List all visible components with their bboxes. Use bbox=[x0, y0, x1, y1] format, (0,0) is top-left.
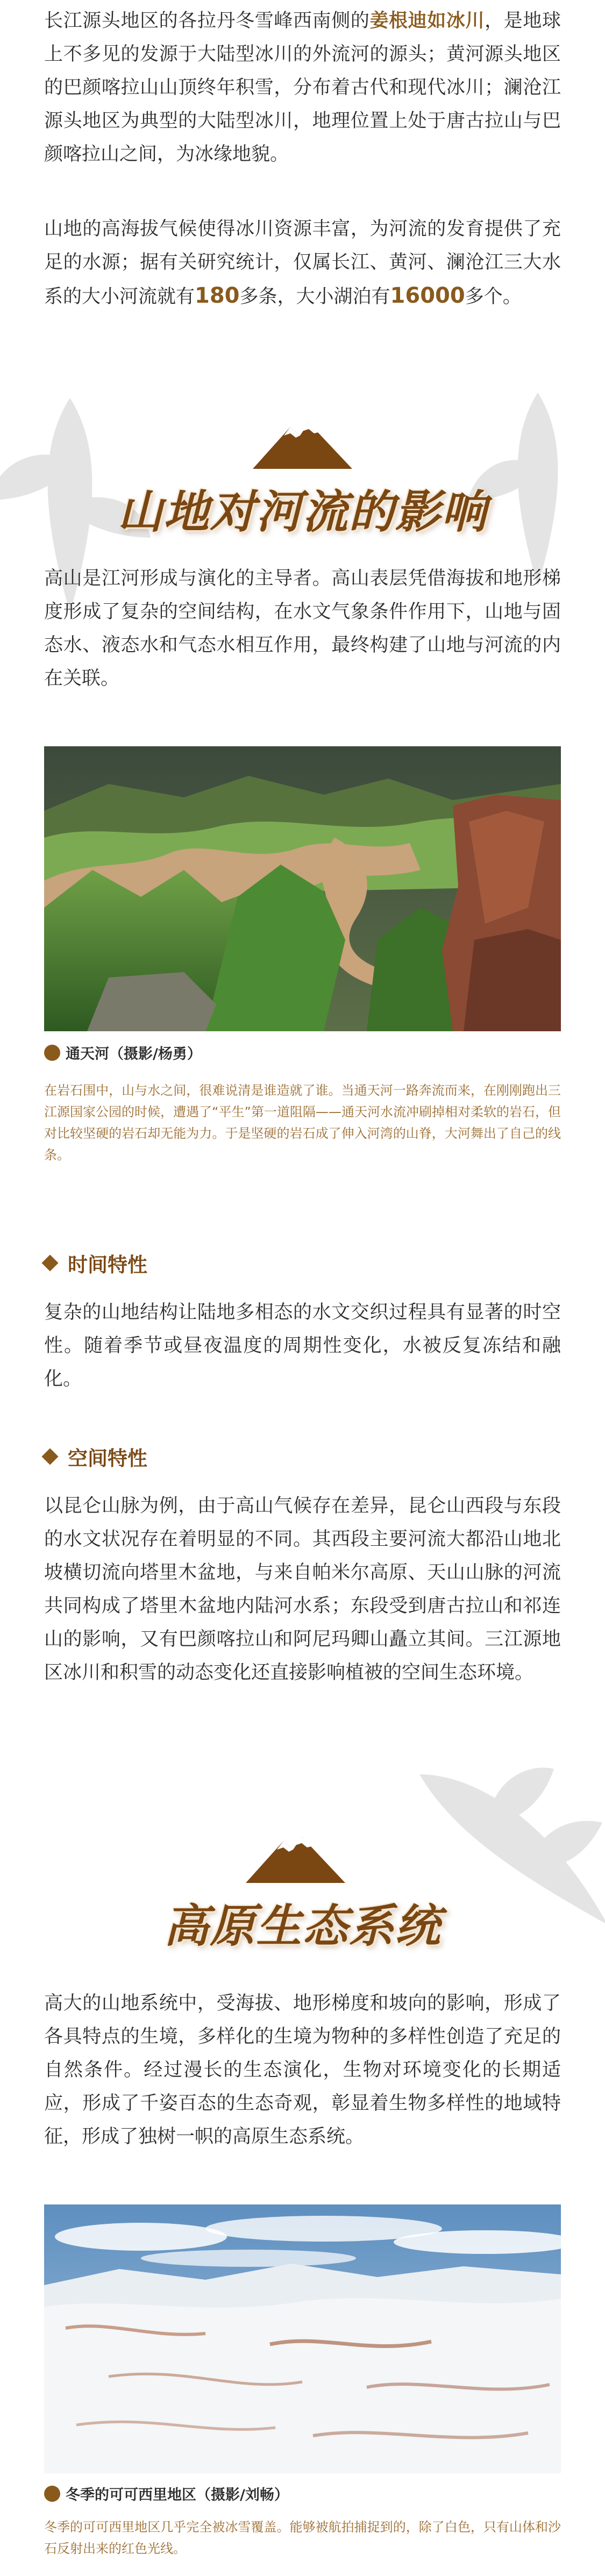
photo1-caption-title-text: 通天河（摄影/杨勇） bbox=[66, 1046, 202, 1062]
intro-p1-part-a: 长江源头地区的各拉丹冬雪峰西南侧的 bbox=[44, 10, 370, 32]
intro-paragraph-1 bbox=[44, 4, 561, 171]
mountain-icon bbox=[246, 1833, 345, 1883]
hoh-xil-winter-photo bbox=[44, 2204, 561, 2473]
section1-intro: 高山是江河形成与演化的主导者。高山表层凭借海拔和地形梯度形成了复杂的空间结构，在水文气象条件作用下，山地与固态水、液态水和气态水相互作用，最终构建了山地与河流的内在关联。 bbox=[44, 568, 561, 689]
photo2-caption-title-text: 冬季的可可西里地区（摄影/刘畅） bbox=[66, 2487, 289, 2503]
photo2-caption-title bbox=[44, 2483, 289, 2504]
mountain-icon bbox=[253, 419, 352, 469]
photo1-caption-title bbox=[44, 1042, 202, 1063]
tongtian-river-photo bbox=[44, 746, 561, 1031]
diamond-bullet-icon bbox=[41, 1254, 58, 1271]
lake-count: 16000 bbox=[390, 283, 465, 308]
time-property-heading bbox=[44, 1248, 147, 1278]
time-property-title: 时间特性 bbox=[68, 1253, 147, 1276]
section-title-river-influence: 山地对河流的影响 bbox=[117, 485, 488, 538]
photo1-caption-text: 在岩石围中，山与水之间，很难说清是谁造就了谁。当通天河一路奔流而来，在刚刚跑出三江源国家公园的时候，遭遇了“平生”第一道阻隔——通天河水流冲刷掉相对柔软的岩石，但对比较坚硬的岩石却无能为力。于是坚硬的岩石成了伸入河湾的山脊，大河舞出了自己的线条。 bbox=[44, 1083, 561, 1162]
diamond-bullet-icon bbox=[41, 1448, 58, 1465]
intro-p2-part-a: 山地的高海拔气候使得冰川资源丰富，为河流的发育提供了充足的水源；据有关研究统计，仅属长江、黄河、澜沧江三大水系的大小河流就有 bbox=[44, 218, 561, 308]
space-property-text: 以昆仑山脉为例，由于高山气候存在差异，昆仑山西段与东段的水文状况存在着明显的不同。其西段主要河流大都沿山地北坡横切流向塔里木盆地，与来自帕米尔高原、天山山脉的河流共同构成了塔里木盆地内陆河水系；东段受到唐古拉山和祁连山的影响，又有巴颜喀拉山和阿尼玛卿山矗立其间。三江源地区冰川和积雪的动态变化还直接影响植被的空间生态环境。 bbox=[44, 1495, 561, 1683]
mountain-badge-icon bbox=[44, 2486, 60, 2502]
mountain-badge-icon bbox=[44, 1045, 60, 1061]
intro-p2-part-c: 多个。 bbox=[465, 286, 522, 308]
glacier-highlight: 姜根迪如冰川 bbox=[369, 10, 485, 32]
time-property-text: 复杂的山地结构让陆地多相态的水文交织过程具有显著的时空性。随着季节或昼夜温度的周期性变化，水被反复冻结和融化。 bbox=[44, 1302, 561, 1390]
river-count: 180 bbox=[195, 283, 240, 308]
photo2-caption-text: 冬季的可可西里地区几乎完全被冰雪覆盖。能够被航拍捕捉到的，除了白色，只有山体和沙石反射出来的红色光线。 bbox=[44, 2520, 561, 2556]
intro-p2-part-b: 多条，大小湖泊有 bbox=[239, 286, 390, 308]
intro-paragraph-2 bbox=[44, 212, 561, 313]
space-property-title: 空间特性 bbox=[68, 1447, 147, 1470]
section-title-plateau-ecosystem: 高原生态系统 bbox=[163, 1899, 442, 1952]
section2-intro: 高大的山地系统中，受海拔、地形梯度和坡向的影响，形成了各具特点的生境，多样化的生境为物种的多样性创造了充足的自然条件。经过漫长的生态演化，生物对环境变化的长期适应，形成了千姿百态的生态奇观，彰显着生物多样性的地域特征，形成了独树一帜的高原生态系统。 bbox=[44, 1993, 561, 2147]
intro-p1-part-b: ，是地球上不多见的发源于大陆型冰川的外流河的源头；黄河源头地区的巴颜喀拉山山顶终年积雪，分布着古代和现代冰川；澜沧江源头地区为典型的大陆型冰川，地理位置上处于唐古拉山与巴颜喀拉山之间，为冰缘地貌。 bbox=[44, 10, 561, 165]
space-property-heading bbox=[44, 1442, 147, 1471]
